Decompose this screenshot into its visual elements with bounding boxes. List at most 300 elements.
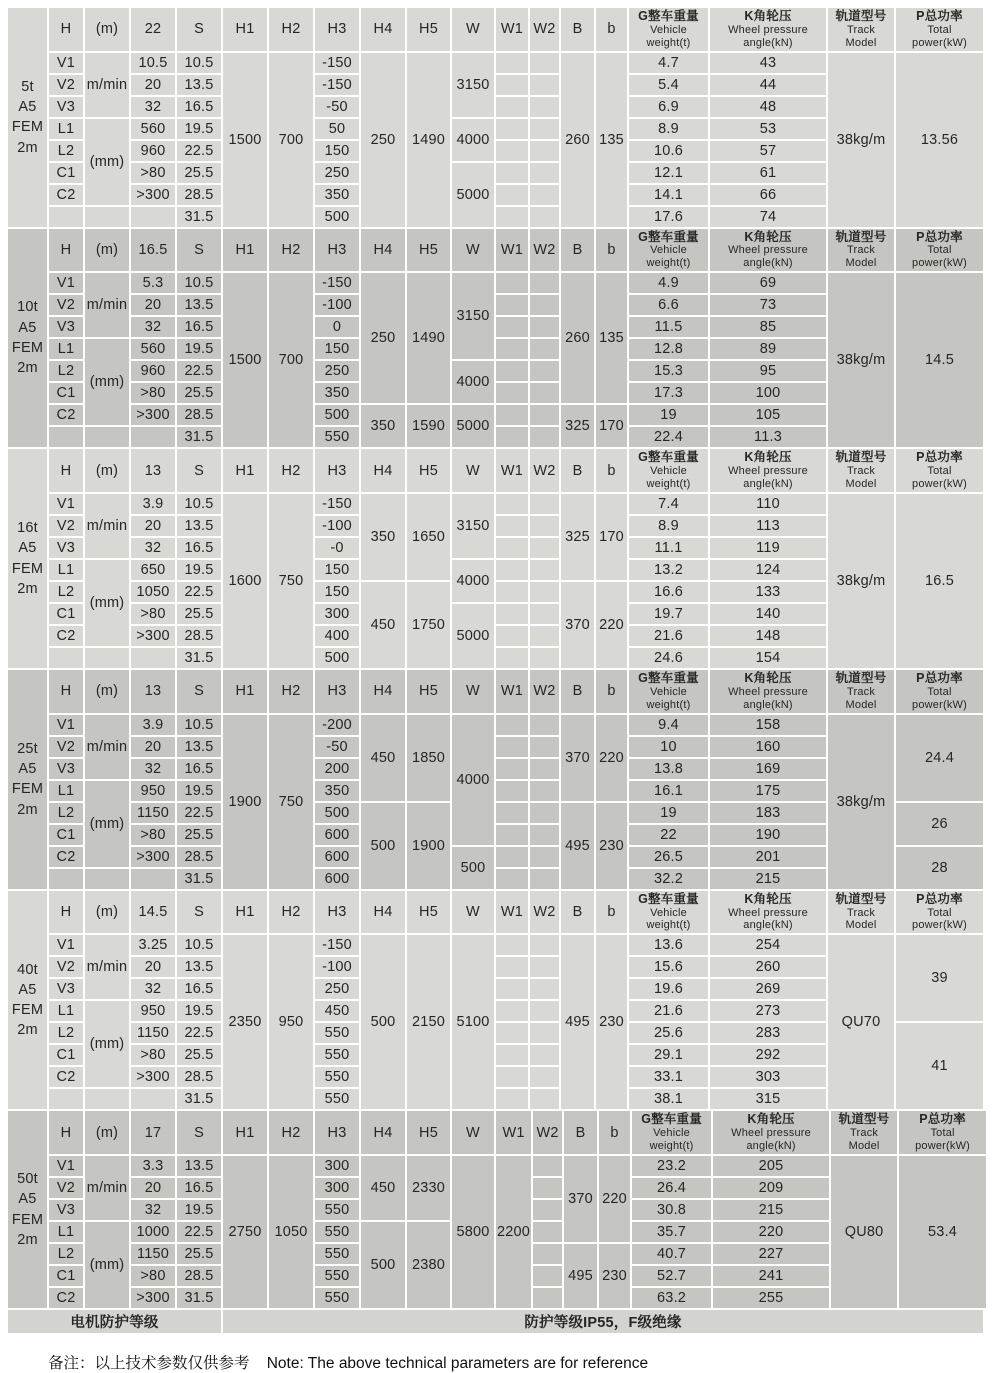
row-label: L2 xyxy=(49,803,83,823)
s-value: 31.5 xyxy=(177,1288,221,1308)
h3-value: 0 xyxy=(315,317,359,337)
vehicle-weight-value: 21.6 xyxy=(629,1001,708,1021)
w-value: 5000 xyxy=(452,604,494,668)
power-value: 16.5 xyxy=(896,494,983,668)
param-value: >300 xyxy=(131,847,175,867)
row-label: L1 xyxy=(49,339,83,359)
col-header-w1: W1 xyxy=(496,891,528,934)
w1-empty xyxy=(496,405,528,425)
wheel-pressure-value: 119 xyxy=(710,538,826,558)
h4-value: 350 xyxy=(361,494,405,580)
w1-empty xyxy=(496,53,528,73)
col-header-s: S xyxy=(177,229,221,272)
col-header-h1: H1 xyxy=(223,670,267,713)
w2-empty xyxy=(530,405,559,425)
s-value: 31.5 xyxy=(177,427,221,447)
w1-empty xyxy=(496,979,528,999)
w2-empty xyxy=(530,207,559,227)
col-header-wheel-pressure: K角轮压 Wheel pressure angle(kN) xyxy=(710,229,826,272)
wheel-pressure-value: 303 xyxy=(710,1067,826,1087)
speed-unit: m/min xyxy=(85,273,129,337)
vehicle-weight-value: 12.8 xyxy=(629,339,708,359)
row-label: L1 xyxy=(49,119,83,139)
wheel-pressure-value: 201 xyxy=(710,847,826,867)
h3-value: -150 xyxy=(315,53,359,73)
s-value: 13.5 xyxy=(177,516,221,536)
wheel-pressure-value: 269 xyxy=(710,979,826,999)
s-value: 25.5 xyxy=(177,383,221,403)
param-value: 10.5 xyxy=(131,53,175,73)
col-header-total-power: P总功率 Total power(kW) xyxy=(899,1111,986,1154)
w1-empty xyxy=(496,626,528,646)
w1-value: 2200 xyxy=(496,1156,531,1308)
w2-empty xyxy=(530,604,559,624)
s-value: 22.5 xyxy=(177,1023,221,1043)
col-header-h2: H2 xyxy=(269,1111,313,1154)
s-value: 31.5 xyxy=(177,869,221,889)
vehicle-weight-value: 8.9 xyxy=(629,516,708,536)
track-model-value: QU80 xyxy=(831,1156,897,1308)
b-upper-value: 260 xyxy=(561,273,594,403)
w2-empty xyxy=(530,1001,559,1021)
param-value: 950 xyxy=(131,781,175,801)
power-value: 13.56 xyxy=(896,53,983,227)
w2-empty xyxy=(530,626,559,646)
spec-table-10t xyxy=(6,227,985,450)
h4-value: 450 xyxy=(361,715,405,801)
row-label: L1 xyxy=(49,781,83,801)
w1-empty xyxy=(496,494,528,514)
power-value: 41 xyxy=(896,1023,983,1109)
s-value: 13.5 xyxy=(177,737,221,757)
param-value: 1150 xyxy=(131,803,175,823)
wheel-pressure-value: 154 xyxy=(710,648,826,668)
w1-empty xyxy=(496,847,528,867)
h3-value: 250 xyxy=(315,979,359,999)
row-label: V1 xyxy=(49,494,83,514)
motor-protection-label: 电机防护等级 xyxy=(8,1310,221,1333)
w1-empty xyxy=(496,648,528,668)
h3-value: 550 xyxy=(315,1266,359,1286)
col-header-span: 22 xyxy=(131,8,175,51)
col-header-s: S xyxy=(177,891,221,934)
vehicle-weight-value: 17.6 xyxy=(629,207,708,227)
w2-empty xyxy=(530,141,559,161)
s-value: 31.5 xyxy=(177,648,221,668)
b-upper-value: 495 xyxy=(561,803,594,889)
h3-value: -200 xyxy=(315,715,359,735)
vehicle-weight-value: 16.6 xyxy=(629,582,708,602)
row-label: C2 xyxy=(49,405,83,425)
s-value: 19.5 xyxy=(177,1200,221,1220)
s-value: 16.5 xyxy=(177,317,221,337)
vehicle-weight-value: 4.9 xyxy=(629,273,708,293)
w2-empty xyxy=(533,1156,562,1176)
row-label: V2 xyxy=(49,516,83,536)
col-header-h2: H2 xyxy=(269,229,313,272)
w1-empty xyxy=(496,317,528,337)
w2-empty xyxy=(530,715,559,735)
col-header-b: B xyxy=(561,670,594,713)
wheel-pressure-value: 57 xyxy=(710,141,826,161)
h3-value: 600 xyxy=(315,825,359,845)
col-header-w2: W2 xyxy=(530,891,559,934)
s-value: 13.5 xyxy=(177,1156,221,1176)
col-header-h: H xyxy=(49,670,83,713)
s-value: 16.5 xyxy=(177,759,221,779)
spec-table-5t xyxy=(6,6,985,229)
vehicle-weight-value: 22 xyxy=(629,825,708,845)
unit-empty xyxy=(85,207,129,227)
b-lower-value: 220 xyxy=(596,582,627,668)
h2-value: 1050 xyxy=(269,1156,313,1308)
b-lower-value: 135 xyxy=(596,273,627,403)
speed-unit: m/min xyxy=(85,715,129,779)
w-value: 3150 xyxy=(452,273,494,359)
h1-value: 1500 xyxy=(223,53,267,227)
col-header-b: B xyxy=(561,449,594,492)
s-value: 10.5 xyxy=(177,715,221,735)
w-value: 500 xyxy=(452,847,494,889)
b-lower-value: 230 xyxy=(596,803,627,889)
wheel-pressure-value: 255 xyxy=(713,1288,829,1308)
dimension-unit: (mm) xyxy=(85,339,129,425)
col-header-h5: H5 xyxy=(407,1111,450,1154)
param-value: >80 xyxy=(131,825,175,845)
wheel-pressure-value: 113 xyxy=(710,516,826,536)
power-value: 39 xyxy=(896,935,983,1021)
col-header-vehicle-weight: G整车重量 Vehicle weight(t) xyxy=(629,670,708,713)
track-model-value: 38kg/m xyxy=(828,715,894,889)
h3-value: -100 xyxy=(315,516,359,536)
s-value: 19.5 xyxy=(177,560,221,580)
row-label: C2 xyxy=(49,847,83,867)
col-header-h1: H1 xyxy=(223,8,267,51)
vehicle-weight-value: 6.9 xyxy=(629,97,708,117)
w2-empty xyxy=(530,163,559,183)
h4-value: 500 xyxy=(361,1222,405,1308)
row-label: V1 xyxy=(49,1156,83,1176)
col-header-b: b xyxy=(596,670,627,713)
h3-value: 150 xyxy=(315,560,359,580)
row-label: C1 xyxy=(49,1045,83,1065)
col-header-h: H xyxy=(49,449,83,492)
s-value: 25.5 xyxy=(177,163,221,183)
spec-table-40t xyxy=(6,889,985,1112)
vehicle-weight-value: 19 xyxy=(629,803,708,823)
wheel-pressure-value: 315 xyxy=(710,1089,826,1109)
h3-value: -150 xyxy=(315,273,359,293)
param-value: >300 xyxy=(131,405,175,425)
col-header-w: W xyxy=(452,449,494,492)
param-value: 32 xyxy=(131,317,175,337)
row-label xyxy=(49,869,83,889)
param-value: 32 xyxy=(131,97,175,117)
w1-empty xyxy=(496,869,528,889)
speed-unit: m/min xyxy=(85,1156,129,1220)
param-value: 560 xyxy=(131,119,175,139)
wheel-pressure-value: 61 xyxy=(710,163,826,183)
vehicle-weight-value: 10 xyxy=(629,737,708,757)
s-value: 22.5 xyxy=(177,582,221,602)
b-upper-value: 325 xyxy=(561,494,594,580)
w2-empty xyxy=(530,516,559,536)
col-header-w1: W1 xyxy=(496,670,528,713)
vehicle-weight-value: 4.7 xyxy=(629,53,708,73)
wheel-pressure-value: 53 xyxy=(710,119,826,139)
s-value: 19.5 xyxy=(177,119,221,139)
h3-value: 550 xyxy=(315,1023,359,1043)
w1-empty xyxy=(496,825,528,845)
vehicle-weight-value: 25.6 xyxy=(629,1023,708,1043)
param-value: 20 xyxy=(131,75,175,95)
h3-value: 300 xyxy=(315,1156,359,1176)
wheel-pressure-value: 190 xyxy=(710,825,826,845)
col-header-w2: W2 xyxy=(530,670,559,713)
col-header-wheel-pressure: K角轮压 Wheel pressure angle(kN) xyxy=(710,891,826,934)
col-header-b: b xyxy=(599,1111,630,1154)
col-header-h4: H4 xyxy=(361,891,405,934)
w2-empty xyxy=(530,560,559,580)
vehicle-weight-value: 23.2 xyxy=(632,1156,711,1176)
w-value: 4000 xyxy=(452,560,494,602)
h2-value: 950 xyxy=(269,935,313,1109)
h1-value: 1900 xyxy=(223,715,267,889)
h4-value: 250 xyxy=(361,53,405,227)
row-label: L2 xyxy=(49,361,83,381)
w-value: 5000 xyxy=(452,163,494,227)
reference-note: 备注：以上技术参数仅供参考 Note: The above technical parameters are for reference xyxy=(48,1355,649,1373)
col-header-h5: H5 xyxy=(407,891,450,934)
param-value: 1150 xyxy=(131,1244,175,1264)
dimension-unit: (mm) xyxy=(85,781,129,867)
col-header-span: 14.5 xyxy=(131,891,175,934)
wheel-pressure-value: 105 xyxy=(710,405,826,425)
wheel-pressure-value: 133 xyxy=(710,582,826,602)
col-header-total-power: P总功率 Total power(kW) xyxy=(896,670,983,713)
s-value: 25.5 xyxy=(177,604,221,624)
row-label: L1 xyxy=(49,560,83,580)
wheel-pressure-value: 89 xyxy=(710,339,826,359)
b-upper-value: 495 xyxy=(561,935,594,1109)
w2-empty xyxy=(530,759,559,779)
col-header-m: (m) xyxy=(85,229,129,272)
col-header-h2: H2 xyxy=(269,8,313,51)
w2-empty xyxy=(530,75,559,95)
col-header-h3: H3 xyxy=(315,8,359,51)
h3-value: 600 xyxy=(315,869,359,889)
row-label: L2 xyxy=(49,141,83,161)
col-header-h5: H5 xyxy=(407,8,450,51)
h3-value: 350 xyxy=(315,383,359,403)
h3-value: 500 xyxy=(315,207,359,227)
h3-value: 500 xyxy=(315,405,359,425)
h3-value: 150 xyxy=(315,141,359,161)
h1-value: 2750 xyxy=(223,1156,267,1308)
w2-empty xyxy=(530,1023,559,1043)
col-header-h3: H3 xyxy=(315,449,359,492)
h2-value: 750 xyxy=(269,494,313,668)
col-header-h1: H1 xyxy=(223,891,267,934)
row-label: V2 xyxy=(49,295,83,315)
col-header-m: (m) xyxy=(85,449,129,492)
s-value: 19.5 xyxy=(177,781,221,801)
h4-value: 350 xyxy=(361,405,405,447)
h3-value: 550 xyxy=(315,1067,359,1087)
h4-value: 450 xyxy=(361,1156,405,1220)
h3-value: 400 xyxy=(315,626,359,646)
w2-empty xyxy=(530,383,559,403)
col-header-w2: W2 xyxy=(530,8,559,51)
w2-empty xyxy=(530,185,559,205)
h3-value: 250 xyxy=(315,163,359,183)
b-lower-value: 220 xyxy=(596,715,627,801)
w2-empty xyxy=(530,317,559,337)
w2-empty xyxy=(533,1244,562,1264)
b-lower-value: 170 xyxy=(596,494,627,580)
col-header-track-model: 轨道型号 Track Model xyxy=(828,891,894,934)
w1-empty xyxy=(496,1067,528,1087)
dimension-unit: (mm) xyxy=(85,1222,129,1308)
s-value: 16.5 xyxy=(177,538,221,558)
h3-value: 500 xyxy=(315,648,359,668)
vehicle-weight-value: 35.7 xyxy=(632,1222,711,1242)
w1-empty xyxy=(496,207,528,227)
w2-empty xyxy=(530,935,559,955)
row-label: L2 xyxy=(49,1023,83,1043)
w2-empty xyxy=(530,737,559,757)
row-label: C1 xyxy=(49,825,83,845)
w-value: 5100 xyxy=(452,935,494,1109)
b-upper-value: 370 xyxy=(561,715,594,801)
s-value: 28.5 xyxy=(177,1067,221,1087)
param-value: >300 xyxy=(131,1288,175,1308)
track-model-value: 38kg/m xyxy=(828,53,894,227)
col-header-w: W xyxy=(452,1111,494,1154)
col-header-span: 16.5 xyxy=(131,229,175,272)
w2-empty xyxy=(530,781,559,801)
b-lower-value: 170 xyxy=(596,405,627,447)
b-lower-value: 230 xyxy=(596,935,627,1109)
w2-empty xyxy=(530,119,559,139)
wheel-pressure-value: 66 xyxy=(710,185,826,205)
h3-value: 50 xyxy=(315,119,359,139)
h2-value: 700 xyxy=(269,273,313,447)
w1-empty xyxy=(496,604,528,624)
h5-value: 1900 xyxy=(407,803,450,889)
vehicle-weight-value: 22.4 xyxy=(629,427,708,447)
param-value: >80 xyxy=(131,1045,175,1065)
vehicle-weight-value: 29.1 xyxy=(629,1045,708,1065)
s-value: 28.5 xyxy=(177,405,221,425)
param-value: 1000 xyxy=(131,1222,175,1242)
wheel-pressure-value: 215 xyxy=(713,1200,829,1220)
h3-value: 500 xyxy=(315,803,359,823)
col-header-span: 17 xyxy=(131,1111,175,1154)
vehicle-weight-value: 24.6 xyxy=(629,648,708,668)
w1-empty xyxy=(496,1089,528,1109)
s-value: 31.5 xyxy=(177,1089,221,1109)
s-value: 28.5 xyxy=(177,626,221,646)
s-value: 10.5 xyxy=(177,494,221,514)
w-value: 5800 xyxy=(452,1156,494,1308)
col-header-w2: W2 xyxy=(530,449,559,492)
h3-value: 200 xyxy=(315,759,359,779)
param-value: 20 xyxy=(131,516,175,536)
s-value: 19.5 xyxy=(177,1001,221,1021)
speed-unit: m/min xyxy=(85,53,129,117)
dimension-unit: (mm) xyxy=(85,560,129,646)
col-header-h1: H1 xyxy=(223,229,267,272)
col-header-wheel-pressure: K角轮压 Wheel pressure angle(kN) xyxy=(710,8,826,51)
col-header-vehicle-weight: G整车重量 Vehicle weight(t) xyxy=(632,1111,711,1154)
s-value: 16.5 xyxy=(177,97,221,117)
col-header-w2: W2 xyxy=(530,229,559,272)
w2-empty xyxy=(530,825,559,845)
col-header-h: H xyxy=(49,229,83,272)
col-header-b: B xyxy=(564,1111,597,1154)
w1-empty xyxy=(496,935,528,955)
row-label: C1 xyxy=(49,1266,83,1286)
b-upper-value: 260 xyxy=(561,53,594,227)
w1-empty xyxy=(496,119,528,139)
col-header-b: B xyxy=(561,891,594,934)
row-label: L2 xyxy=(49,1244,83,1264)
w1-empty xyxy=(496,383,528,403)
vehicle-weight-value: 11.1 xyxy=(629,538,708,558)
col-header-span: 13 xyxy=(131,449,175,492)
vehicle-weight-value: 26.4 xyxy=(632,1178,711,1198)
power-value: 28 xyxy=(896,847,983,889)
param-value: 32 xyxy=(131,538,175,558)
vehicle-weight-value: 13.8 xyxy=(629,759,708,779)
unit-empty xyxy=(85,427,129,447)
h4-value: 500 xyxy=(361,803,405,889)
h3-value: 550 xyxy=(315,427,359,447)
col-header-w1: W1 xyxy=(496,8,528,51)
param-value: >80 xyxy=(131,163,175,183)
row-label: V1 xyxy=(49,715,83,735)
h1-value: 2350 xyxy=(223,935,267,1109)
row-label: C2 xyxy=(49,1288,83,1308)
row-label: V1 xyxy=(49,53,83,73)
wheel-pressure-value: 205 xyxy=(713,1156,829,1176)
col-header-w1: W1 xyxy=(496,1111,531,1154)
col-header-h1: H1 xyxy=(223,1111,267,1154)
wheel-pressure-value: 158 xyxy=(710,715,826,735)
col-header-h: H xyxy=(49,1111,83,1154)
h2-value: 750 xyxy=(269,715,313,889)
col-header-total-power: P总功率 Total power(kW) xyxy=(896,891,983,934)
s-value: 10.5 xyxy=(177,273,221,293)
w2-empty xyxy=(533,1222,562,1242)
w2-empty xyxy=(530,648,559,668)
vehicle-weight-value: 38.1 xyxy=(629,1089,708,1109)
model-label: 50t A5 FEM 2m xyxy=(8,1111,47,1308)
wheel-pressure-value: 273 xyxy=(710,1001,826,1021)
row-label: V2 xyxy=(49,75,83,95)
wheel-pressure-value: 292 xyxy=(710,1045,826,1065)
param-value: 960 xyxy=(131,361,175,381)
wheel-pressure-value: 260 xyxy=(710,957,826,977)
col-header-h5: H5 xyxy=(407,449,450,492)
h3-value: -150 xyxy=(315,75,359,95)
vehicle-weight-value: 8.9 xyxy=(629,119,708,139)
s-value: 13.5 xyxy=(177,75,221,95)
s-value: 28.5 xyxy=(177,847,221,867)
param-value: 1150 xyxy=(131,1023,175,1043)
b-upper-value: 370 xyxy=(564,1156,597,1242)
